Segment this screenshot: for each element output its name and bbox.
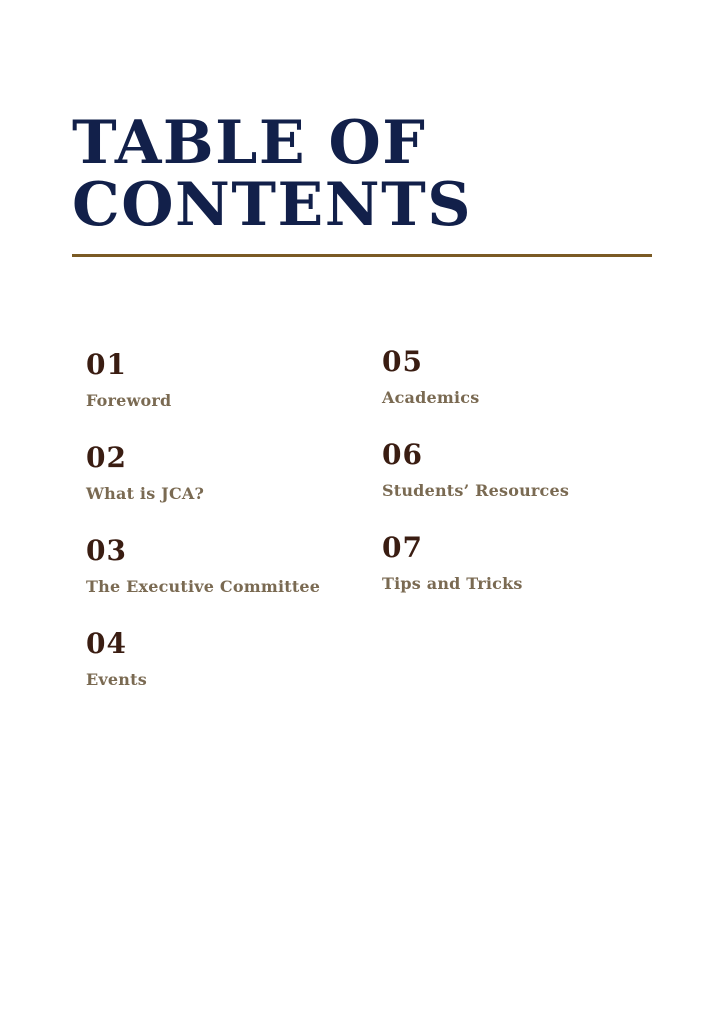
toc-entry-label: Tips and Tricks [382,573,523,593]
toc-column-right [382,345,678,722]
toc-entry-number: 04 [86,626,127,660]
toc-entry-label: Students’ Resources [382,480,570,500]
toc-entry-number: 01 [86,348,127,381]
toc-entry[interactable] [86,440,382,503]
table-of-contents [86,345,666,722]
toc-entry-label: Academics [382,387,480,407]
toc-entry-label: The Executive Committee [86,576,321,596]
toc-entry-label: Events [86,669,147,689]
toc-entry-number: 02 [86,440,127,474]
toc-entry-label: What is JCA? [86,483,205,503]
toc-entry[interactable] [382,437,678,500]
toc-entry[interactable] [86,533,382,596]
page-title-line-2: CONTENTS [72,170,473,241]
toc-entry[interactable] [382,530,678,593]
toc-entry-number: 05 [382,345,423,378]
title-divider [72,254,652,257]
toc-entry[interactable] [86,626,382,689]
toc-entry[interactable] [86,350,382,410]
toc-entry[interactable] [382,347,678,407]
toc-entry-label: Foreword [86,390,172,410]
page-title [72,108,672,241]
toc-column-left [86,350,382,722]
toc-entry-number: 07 [382,530,423,564]
toc-entry-number: 03 [86,533,127,567]
page-title-line-1: TABLE OF [72,108,427,178]
toc-entry-number: 06 [382,437,423,471]
